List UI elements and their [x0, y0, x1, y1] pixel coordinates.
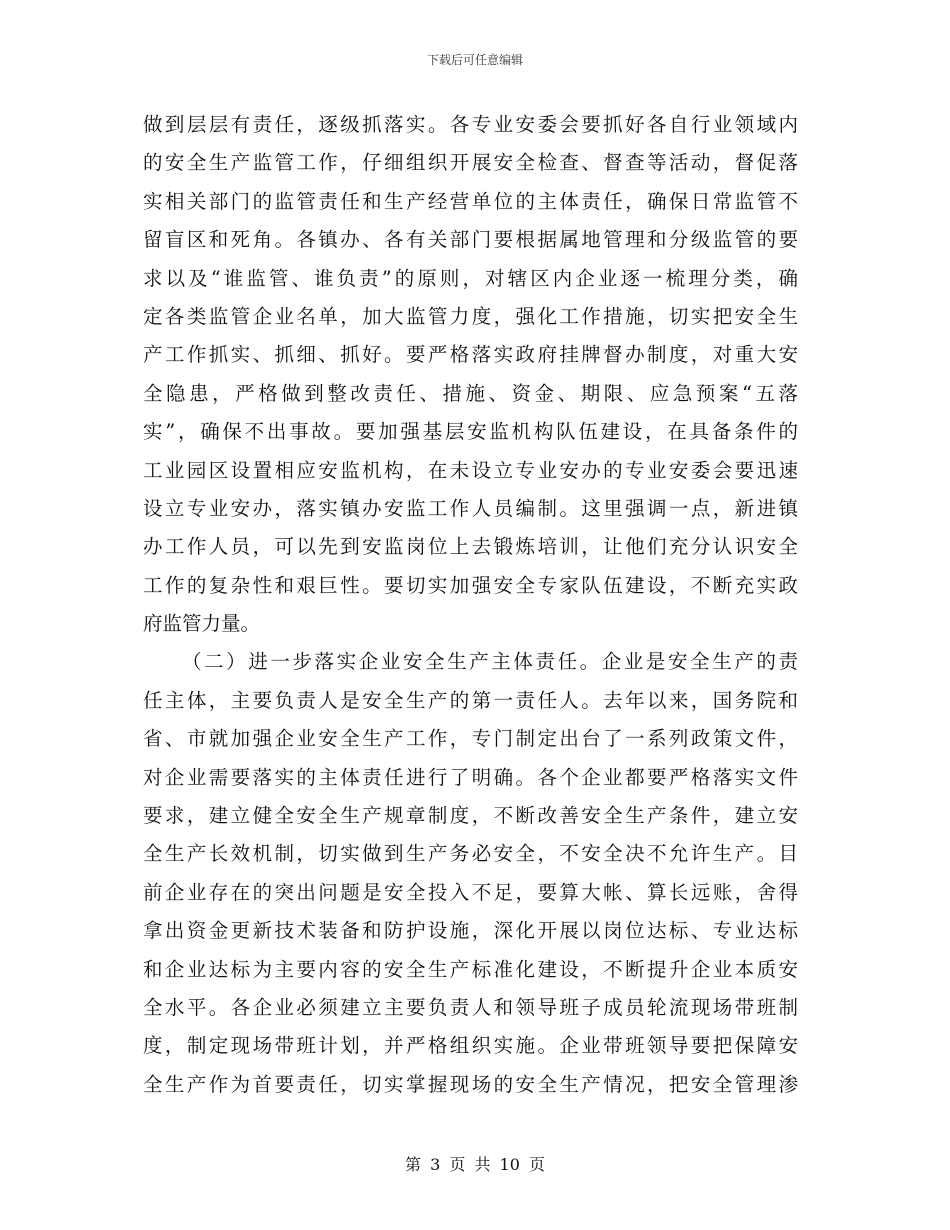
text-line: 实”，确保不出事故。要加强基层安监机构队伍建设，在具备条件的	[143, 420, 798, 444]
text-line: （二）进一步落实企业安全生产主体责任。企业是安全生产的责	[182, 650, 798, 674]
text-line: 全生产作为首要责任，切实掌握现场的安全生产情况，把安全管理渗	[143, 1072, 798, 1096]
text-line: 全隐患，严格做到整改责任、措施、资金、期限、应急预案“五落	[143, 381, 798, 405]
text-line: 设立专业安办，落实镇办安监工作人员编制。这里强调一点，新进镇	[143, 496, 798, 520]
text-line: 省、市就加强企业安全生产工作，专门制定出台了一系列政策文件，	[143, 727, 798, 751]
page-footer-page-number: 第 3 页 共 10 页	[405, 1155, 545, 1174]
document-body	[143, 106, 798, 1104]
text-line: 留盲区和死角。各镇办、各有关部门要根据属地管理和分级监管的要	[143, 228, 798, 252]
text-line: 全水平。各企业必须建立主要负责人和领导班子成员轮流现场带班制	[143, 995, 798, 1019]
paragraph	[143, 106, 798, 643]
text-line: 实相关部门的监管责任和生产经营单位的主体责任，确保日常监管不	[143, 189, 798, 213]
text-line: 定各类监管企业名单，加大监管力度，强化工作措施，切实把安全生	[143, 304, 798, 328]
text-line: 工作的复杂性和艰巨性。要切实加强安全专家队伍建设，不断充实政	[143, 573, 798, 597]
text-line: 拿出资金更新技术装备和防护设施，深化开展以岗位达标、专业达标	[143, 919, 798, 943]
text-line: 任主体，主要负责人是安全生产的第一责任人。去年以来，国务院和	[143, 688, 798, 712]
text-line: 要求，建立健全安全生产规章制度，不断改善安全生产条件，建立安	[143, 804, 798, 828]
page-header: 下载后可任意编辑	[426, 53, 523, 67]
text-line: 的安全生产监管工作，仔细组织开展安全检查、督查等活动，督促落	[143, 151, 798, 175]
text-line: 度，制定现场带班计划，并严格组织实施。企业带班领导要把保障安	[143, 1034, 798, 1058]
text-line: 前企业存在的突出问题是安全投入不足，要算大帐、算长远账，舍得	[143, 880, 798, 904]
paragraph	[143, 643, 798, 1104]
text-line: 对企业需要落实的主体责任进行了明确。各个企业都要严格落实文件	[143, 765, 798, 789]
text-line: 做到层层有责任，逐级抓落实。各专业安委会要抓好各自行业领域内	[143, 113, 798, 136]
text-line: 府监管力量。	[143, 612, 261, 636]
text-line: 工业园区设置相应安监机构，在未设立专业安办的专业安委会要迅速	[143, 458, 798, 482]
text-line: 办工作人员，可以先到安监岗位上去锻炼培训，让他们充分认识安全	[143, 535, 798, 559]
text-line: 产工作抓实、抓细、抓好。要严格落实政府挂牌督办制度，对重大安	[143, 343, 798, 367]
text-line: 和企业达标为主要内容的安全生产标准化建设，不断提升企业本质安	[143, 957, 798, 981]
text-line: 全生产长效机制，切实做到生产务必安全，不安全决不允许生产。目	[143, 842, 798, 866]
text-line: 求以及“谁监管、谁负责”的原则，对辖区内企业逐一梳理分类，确	[143, 266, 798, 290]
